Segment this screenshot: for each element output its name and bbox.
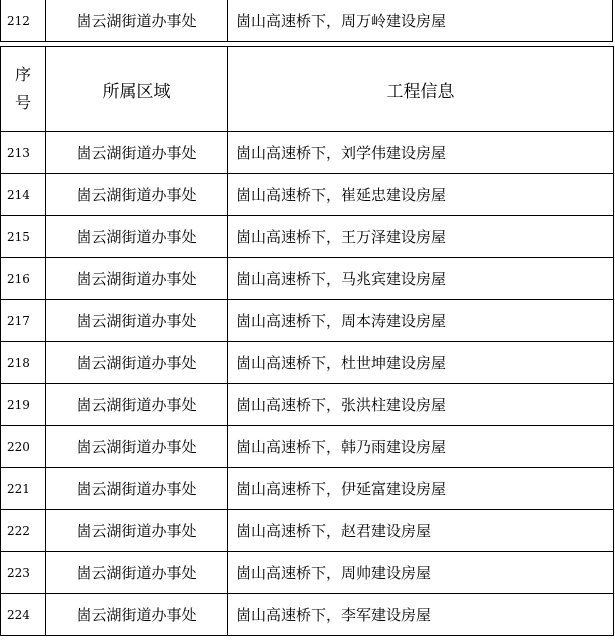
info-cell: 崮山高速桥下，张洪柱建设房屋 <box>228 384 614 426</box>
seq-cell: 217 <box>1 300 46 342</box>
area-cell: 崮云湖街道办事处 <box>46 216 228 258</box>
area-cell: 崮云湖街道办事处 <box>46 510 228 552</box>
header-seq-line1: 序 <box>14 65 31 84</box>
area-cell: 崮云湖街道办事处 <box>46 552 228 594</box>
table-row <box>1 258 614 300</box>
info-cell: 崮山高速桥下，崔延忠建设房屋 <box>228 174 614 216</box>
seq-cell: 214 <box>1 174 46 216</box>
info-cell: 崮山高速桥下，李军建设房屋 <box>228 594 614 636</box>
top-table-fragment <box>0 0 613 42</box>
info-cell: 崮山高速桥下，刘学伟建设房屋 <box>228 132 614 174</box>
table-row <box>1 174 614 216</box>
seq-cell: 218 <box>1 342 46 384</box>
table-row <box>1 132 614 174</box>
header-seq-line2: 号 <box>14 93 31 112</box>
info-cell: 崮山高速桥下，韩乃雨建设房屋 <box>228 426 614 468</box>
table-row <box>1 468 614 510</box>
table-row <box>1 510 614 552</box>
info-cell: 崮山高速桥下，马兆宾建设房屋 <box>228 258 614 300</box>
area-cell: 崮云湖街道办事处 <box>46 300 228 342</box>
seq-cell: 213 <box>1 132 46 174</box>
table-row <box>1 342 614 384</box>
seq-cell: 216 <box>1 258 46 300</box>
area-cell: 崮云湖街道办事处 <box>46 132 228 174</box>
info-cell: 崮山高速桥下，周万岭建设房屋 <box>228 0 613 42</box>
table-header-row <box>1 47 614 132</box>
table-row <box>1 594 614 636</box>
seq-cell: 223 <box>1 552 46 594</box>
area-cell: 崮云湖街道办事处 <box>46 0 228 42</box>
area-cell: 崮云湖街道办事处 <box>46 174 228 216</box>
seq-cell: 219 <box>1 384 46 426</box>
table-row <box>1 384 614 426</box>
seq-cell: 220 <box>1 426 46 468</box>
table-row <box>1 552 614 594</box>
seq-cell: 215 <box>1 216 46 258</box>
area-cell: 崮云湖街道办事处 <box>46 258 228 300</box>
info-cell: 崮山高速桥下，周本涛建设房屋 <box>228 300 614 342</box>
seq-cell: 222 <box>1 510 46 552</box>
info-cell: 崮山高速桥下，杜世坤建设房屋 <box>228 342 614 384</box>
seq-cell: 212 <box>1 0 46 42</box>
seq-cell: 221 <box>1 468 46 510</box>
info-cell: 崮山高速桥下，伊延富建设房屋 <box>228 468 614 510</box>
area-cell: 崮云湖街道办事处 <box>46 342 228 384</box>
info-cell: 崮山高速桥下，周帅建设房屋 <box>228 552 614 594</box>
header-info: 工程信息 <box>228 47 614 132</box>
table-row <box>1 216 614 258</box>
table-row <box>1 0 613 42</box>
header-seq <box>1 47 46 132</box>
area-cell: 崮云湖街道办事处 <box>46 384 228 426</box>
info-cell: 崮山高速桥下，赵君建设房屋 <box>228 510 614 552</box>
table-row <box>1 426 614 468</box>
info-cell: 崮山高速桥下，王万泽建设房屋 <box>228 216 614 258</box>
area-cell: 崮云湖街道办事处 <box>46 594 228 636</box>
seq-cell: 224 <box>1 594 46 636</box>
header-area: 所属区域 <box>46 47 228 132</box>
area-cell: 崮云湖街道办事处 <box>46 468 228 510</box>
area-cell: 崮云湖街道办事处 <box>46 426 228 468</box>
project-table <box>0 46 614 636</box>
table-row <box>1 300 614 342</box>
